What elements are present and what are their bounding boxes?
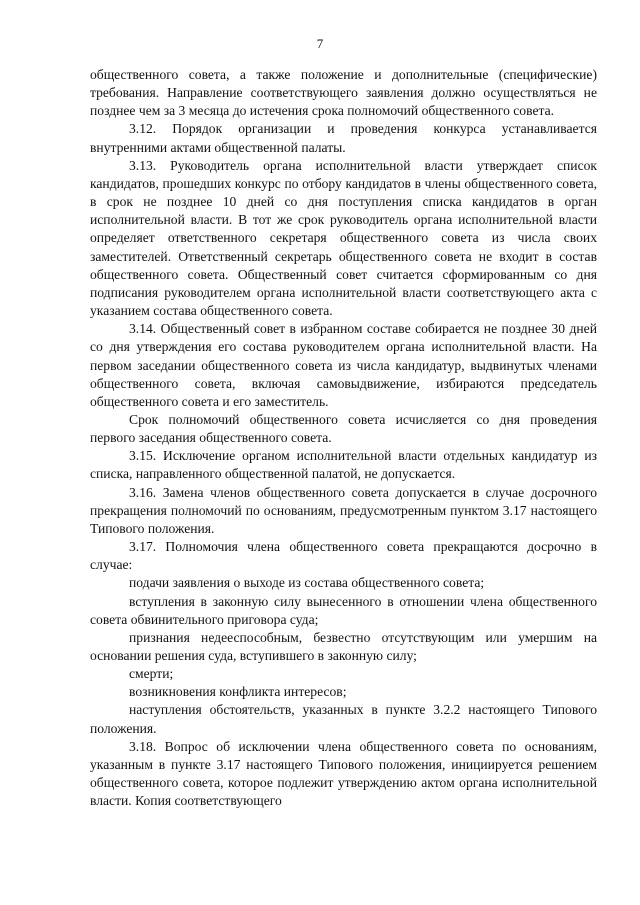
- paragraph-continuation: общественного совета, а также положение и дополнительные (специфические) требования. Направление соответствующего заявления должно осуществляться не позднее чем за 3 месяца до истечения срока полномочий общественного совета.: [90, 67, 597, 119]
- list-item: признания недееспособным, безвестно отсутствующим или умершим на основании решения суда, вступившего в законную силу;: [90, 629, 597, 663]
- paragraph-term: Срок полномочий общественного совета исчисляется со дня проведения первого заседания общественного совета.: [90, 411, 597, 446]
- paragraph-3-14: 3.14. Общественный совет в избранном составе собирается не позднее 30 дней со дня утверждения его состава руководителем органа исполнительной власти. На первом заседании общественного совета из числа кандидатур, выдвинутых членами общественного совета, включая самовыдвижение, избираются председатель общественного совета и его заместитель.: [90, 321, 597, 409]
- paragraph-3-18: 3.18. Вопрос об исключении члена общественного совета по основаниям, указанным в пункте 3.17 настоящего Типового положения, инициируется решением общественного совета, которое подлежит утверждению актом органа исполнительной власти. Копия соответствующего: [90, 738, 597, 809]
- list-item: вступления в законную силу вынесенного в отношении члена общественного совета обвинительного приговора суда;: [90, 593, 597, 627]
- list-item: возникновения конфликта интересов;: [129, 684, 347, 700]
- page-number: 7: [316, 36, 324, 51]
- list-item: наступления обстоятельств, указанных в пункте 3.2.2 настоящего Типового положения.: [90, 702, 597, 736]
- paragraph-3-17: 3.17. Полномочия члена общественного совета прекращаются досрочно в случае:: [90, 539, 597, 573]
- paragraph-3-13: 3.13. Руководитель органа исполнительной власти утверждает список кандидатов, прошедших конкурс по отбору кандидатов в члены общественного совета, в срок не позднее 10 дней со дня поступления списка кандидатов в орган исполнительной власти. В тот же срок руководитель органа исполнительной власти определяет ответственного секретаря общественного совета из числа своих заместителей. Ответственный секретарь общественного совета не входит в состав общественного совета. Общественный совет считается сформированным со дня подписания руководителем органа исполнительной власти соответствующего акта с указанием состава общественного совета.: [90, 157, 597, 319]
- paragraph-3-12: 3.12. Порядок организации и проведения конкурса устанавливается внутренними актами общественной палаты.: [90, 121, 597, 155]
- document-body: [90, 66, 597, 810]
- paragraph-3-16: 3.16. Замена членов общественного совета допускается в случае досрочного прекращения полномочий по основаниям, предусмотренным пунктом 3.17 настоящего Типового положения.: [90, 484, 597, 536]
- paragraph-3-15: 3.15. Исключение органом исполнительной власти отдельных кандидатур из списка, направленного общественной палатой, не допускается.: [90, 448, 597, 482]
- list-item: подачи заявления о выходе из состава общественного совета;: [129, 575, 485, 591]
- list-item: смерти;: [129, 666, 174, 682]
